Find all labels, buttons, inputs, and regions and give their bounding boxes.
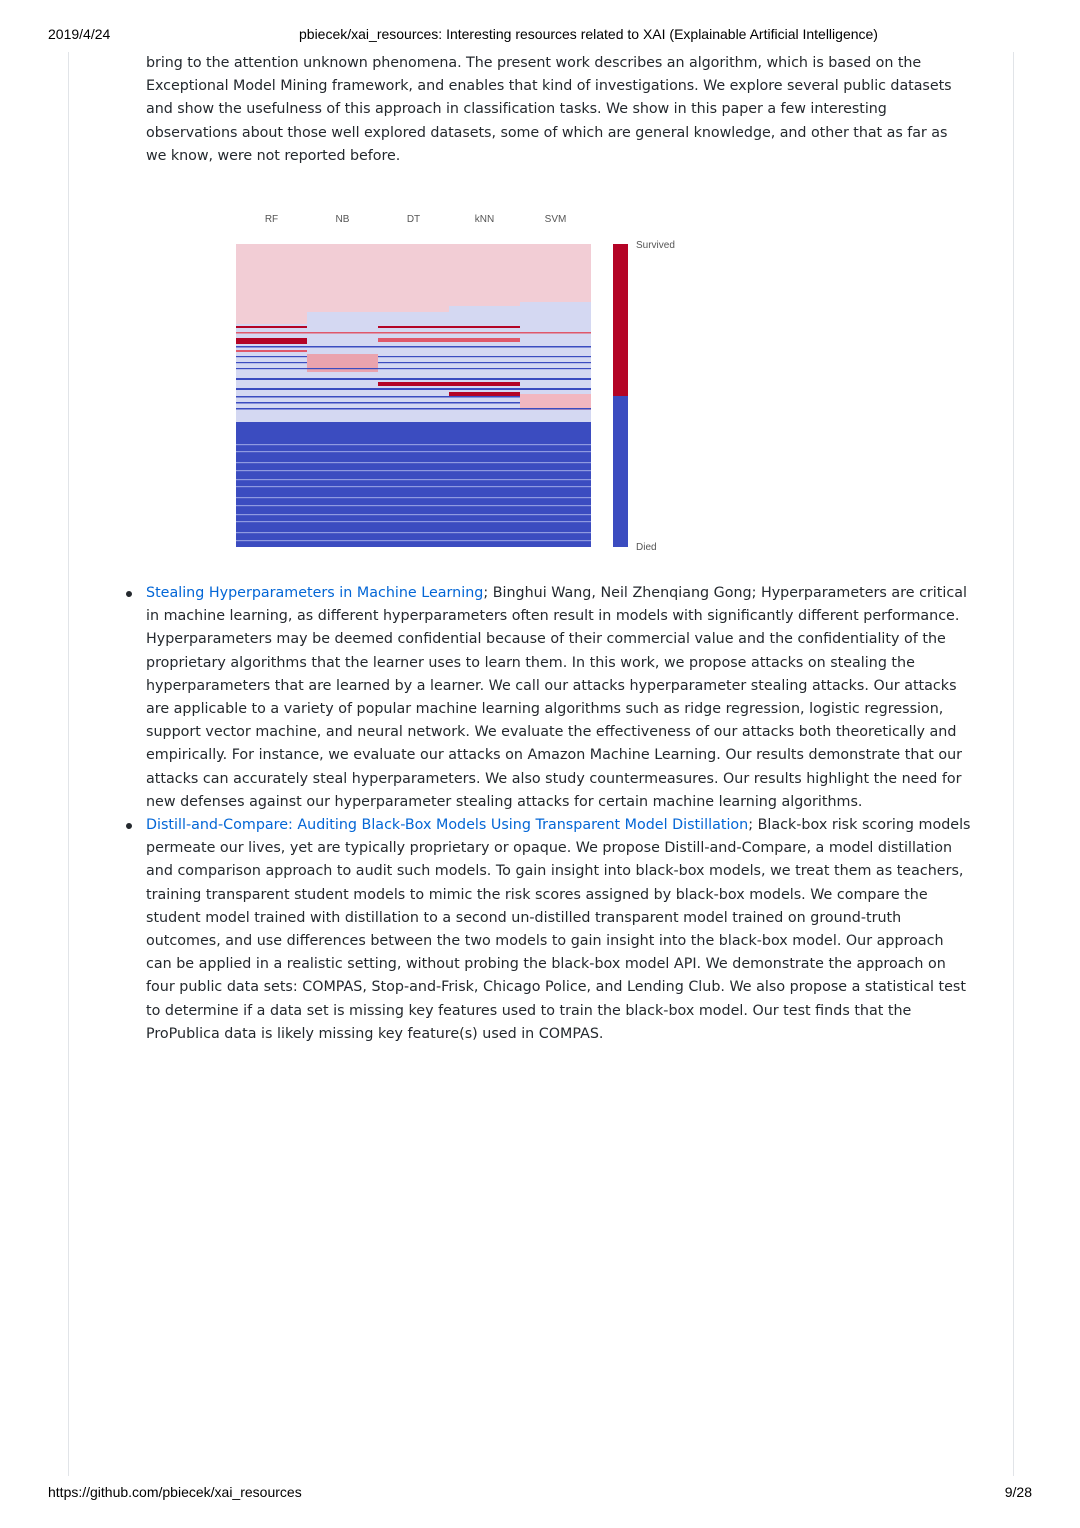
heatmap-row-stripe [236, 521, 591, 522]
heatmap-cell [378, 356, 449, 357]
heatmap-chart [146, 192, 972, 560]
heatmap-cell [236, 350, 307, 352]
heatmap-cell [236, 362, 307, 363]
heatmap-cell [307, 346, 378, 348]
heatmap-cell [520, 362, 591, 363]
print-footer [0, 1484, 1080, 1504]
heatmap-cell [236, 338, 307, 344]
heatmap-cell [378, 338, 449, 342]
heatmap-cell [236, 332, 307, 334]
heatmap-row-stripe [236, 540, 591, 541]
heatmap-cell [378, 332, 449, 334]
heatmap-cell [449, 408, 520, 410]
heatmap-cell [378, 396, 449, 398]
heatmap-cell [449, 332, 520, 334]
paper-link-distill-and-compare[interactable]: Distill-and-Compare: Auditing Black-Box Models Using Transparent Model Distillation [146, 817, 749, 834]
heatmap-cell [307, 332, 378, 334]
heatmap-cell [378, 408, 449, 410]
heatmap-cell [236, 346, 307, 348]
heatmap-cell [307, 388, 378, 390]
heatmap-cell [520, 332, 591, 334]
column-label-svm: SVM [544, 214, 567, 226]
heatmap-cell [378, 368, 449, 369]
heatmap-cell [307, 396, 378, 398]
heatmap-row-stripe [236, 505, 591, 506]
print-url: https://github.com/pbiecek/xai_resources [48, 1484, 302, 1500]
heatmap-row-stripe [236, 462, 591, 463]
heatmap-cell [449, 326, 520, 328]
paper-list [146, 582, 972, 1046]
heatmap-cell [449, 338, 520, 342]
readme-content [146, 52, 972, 1046]
heatmap-cell [449, 388, 520, 390]
heatmap-cell [449, 396, 520, 398]
heatmap-cell [378, 378, 449, 380]
column-label-rf: RF [264, 214, 279, 226]
column-label-nb: NB [335, 214, 350, 226]
heatmap-cell [520, 346, 591, 348]
heatmap-cell [378, 326, 449, 328]
heatmap-row-stripe [236, 470, 591, 471]
heatmap-cell [378, 312, 449, 374]
heatmap-cell [520, 408, 591, 410]
heatmap-cell [449, 392, 520, 396]
heatmap-cell [520, 378, 591, 380]
heatmap-cell [378, 362, 449, 363]
heatmap-cell [307, 368, 378, 369]
list-item [146, 582, 972, 814]
heatmap-cell [378, 388, 449, 390]
heatmap-cell [236, 378, 307, 380]
heatmap-cell [378, 346, 449, 348]
heatmap-cell [236, 368, 307, 369]
heatmap-cell [378, 382, 449, 386]
colorbar-label-died: Died [636, 542, 657, 554]
heatmap-cell [449, 362, 520, 363]
heatmap-cell [449, 356, 520, 357]
heatmap-cell [307, 378, 378, 380]
heatmap-figure [146, 192, 972, 560]
paper-description: ; Black-box risk scoring models permeate our lives, yet are typically proprietary or opaque. We propose Distill-and-Compare, a model distillation and comparison approach to audit such models. To gain insight into black-box models, we treat them as teachers, training transparent student models to mimic the risk scores assigned by black-box models. We compare the student model trained with distillation to a second un-distilled transparent model trained on ground-truth outcomes, and use differences between the two models to gain insight into the black-box model. Our approach can be applied in a realistic setting, without probing the black-box model API. We demonstrate the approach on four public data sets: COMPAS, Stop-and-Frisk, Chicago Police, and Lending Club. We also propose a statistical test to determine if a data set is missing key features used to train the black-box model. Our test finds that the ProPublica data is likely missing key feature(s) used in COMPAS. [146, 817, 971, 1042]
heatmap-cell [520, 356, 591, 357]
heatmap-cell [236, 408, 307, 410]
print-date: 2019/4/24 [48, 26, 111, 42]
heatmap-row-stripe [236, 486, 591, 487]
column-label-dt: DT [406, 214, 421, 226]
heatmap-row-stripe [236, 444, 591, 445]
heatmap-cell [307, 408, 378, 410]
heatmap-cell [449, 378, 520, 380]
heatmap-cell [236, 356, 307, 357]
heatmap-cell [378, 402, 449, 404]
column-label-knn: kNN [474, 214, 495, 226]
colorbar-died [613, 396, 628, 547]
heatmap-cell [307, 402, 378, 404]
heatmap-block-died [236, 422, 591, 547]
heatmap-row-stripe [236, 532, 591, 533]
print-header [0, 26, 1080, 46]
bullet-icon [126, 591, 132, 597]
intro-paragraph: bring to the attention unknown phenomena. The present work describes an algorithm, which is based on the Exceptional Model Mining framework, and enables that kind of investigations. We explore several public datasets and show the usefulness of this approach in classification tasks. We show in this paper a few interesting observations about those well explored datasets, some of which are general knowledge, and other that as far as we know, were not reported before. [146, 55, 952, 164]
colorbar-survived [613, 244, 628, 396]
list-item [146, 814, 972, 1046]
print-page-title: pbiecek/xai_resources: Interesting resources related to XAI (Explainable Artificial Intelligence) [299, 26, 878, 42]
heatmap-row-stripe [236, 479, 591, 480]
heatmap-cell [307, 354, 378, 372]
paper-link-stealing-hyperparameters[interactable]: Stealing Hyperparameters in Machine Learning [146, 585, 484, 602]
heatmap-row-stripe [236, 514, 591, 515]
heatmap-cell [520, 394, 591, 410]
heatmap-cell [449, 382, 520, 386]
content-border-right [1013, 52, 1014, 1476]
heatmap-cell [449, 368, 520, 369]
heatmap-cell [520, 368, 591, 369]
heatmap-cell [236, 388, 307, 390]
heatmap-cell [236, 324, 307, 374]
heatmap-cell [520, 302, 591, 374]
heatmap-cell [236, 402, 307, 404]
page-number: 9/28 [1004, 1484, 1032, 1500]
heatmap-cell [236, 396, 307, 398]
paper-description: ; Binghui Wang, Neil Zhenqiang Gong; Hyperparameters are critical in machine learning, as different hyperparameters often result in models with significantly different performance. Hyperparameters may be deemed confidential because of their commercial value and the confidentiality of the proprietary algorithms that the learner uses to learn them. In this work, we propose attacks on stealing the hyperparameters that are learned by a learner. We call our attacks hyperparameter stealing attacks. Our attacks are applicable to a variety of popular machine learning algorithms such as ridge regression, logistic regression, support vector machine, and neural network. We evaluate the effectiveness of our attacks both theoretically and empirically. For instance, we evaluate our attacks on Amazon Machine Learning. Our results demonstrate that our attacks can accurately steal hyperparameters. We also study countermeasures. Our results highlight the need for new defenses against our hyperparameter stealing attacks for certain machine learning algorithms. [146, 585, 967, 810]
heatmap-row-stripe [236, 497, 591, 498]
heatmap-cell [449, 346, 520, 348]
bullet-icon [126, 823, 132, 829]
content-border-left [68, 52, 69, 1476]
heatmap-cell [520, 388, 591, 390]
heatmap-cell [236, 326, 307, 328]
heatmap-row-stripe [236, 451, 591, 452]
heatmap-cell [449, 402, 520, 404]
colorbar-label-survived: Survived [636, 240, 675, 252]
